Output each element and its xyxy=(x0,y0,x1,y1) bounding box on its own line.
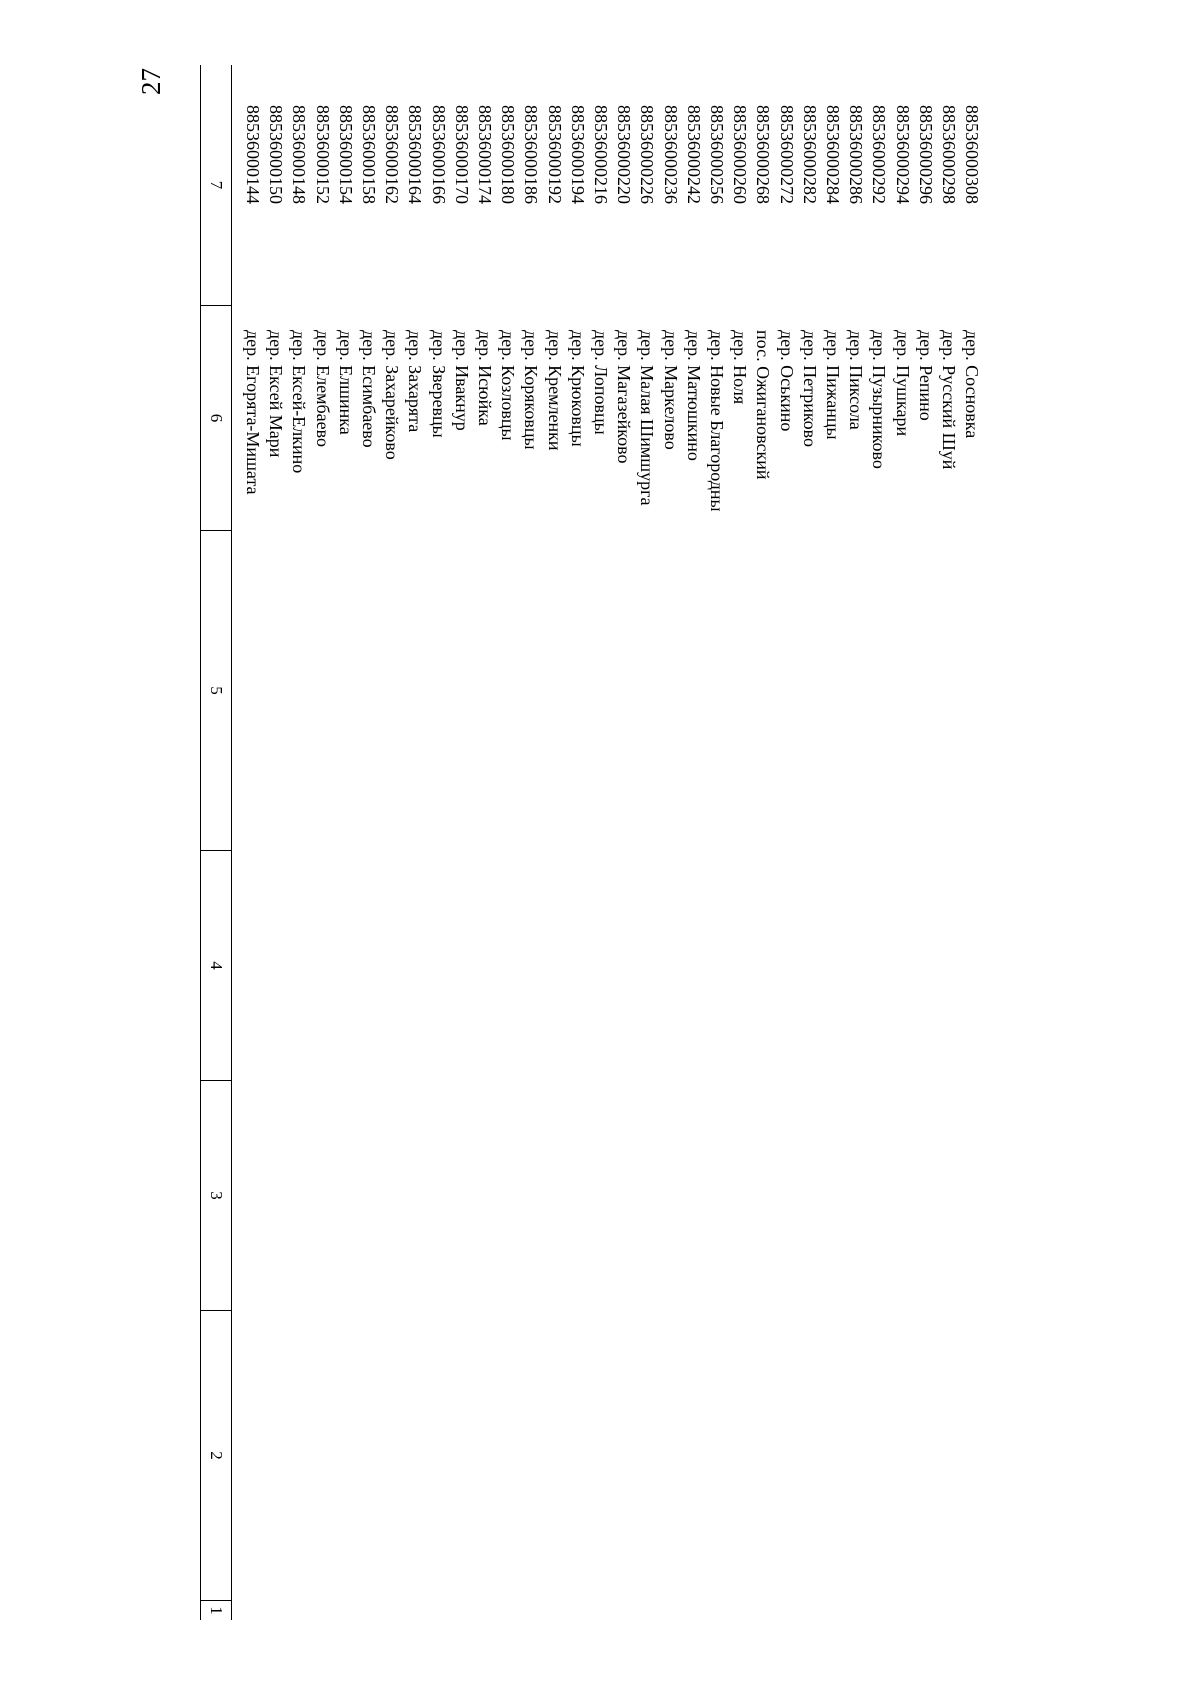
table-row xyxy=(380,65,404,1620)
territory-code: 88536000186 xyxy=(521,105,542,204)
settlement-name: дер. Ноля xyxy=(730,330,751,405)
table-row xyxy=(403,65,427,1620)
table-row xyxy=(473,65,497,1620)
settlement-name: дер. Захарейково xyxy=(382,330,403,460)
column-header-5: 5 xyxy=(201,530,231,850)
table-row xyxy=(798,65,822,1620)
territory-code: 88536000216 xyxy=(591,105,611,204)
settlement-name: дер. Пузырниково xyxy=(869,330,890,469)
table-row xyxy=(264,65,288,1620)
table-row xyxy=(334,65,358,1620)
table-row xyxy=(311,65,335,1620)
territory-code: 88536000272 xyxy=(776,105,797,204)
settlement-name: дер. Коряковцы xyxy=(521,330,542,450)
territory-code: 88536000226 xyxy=(637,105,658,204)
settlement-name: дер. Захарята xyxy=(405,330,426,433)
settlement-name: дер. Крюковцы xyxy=(567,330,588,447)
page-number: 27 xyxy=(136,68,166,95)
table-row xyxy=(682,65,706,1620)
territory-code: 88536000174 xyxy=(475,105,495,204)
settlement-name: дер. Новые Благородны xyxy=(707,330,727,512)
territory-code: 88536000170 xyxy=(451,105,472,204)
table-row xyxy=(659,65,683,1620)
territory-code: 88536000152 xyxy=(312,105,333,204)
territory-code: 88536000220 xyxy=(614,105,635,204)
territory-code: 88536000308 xyxy=(962,105,983,204)
column-header-7: 7 xyxy=(207,180,226,190)
territory-code: 88536000256 xyxy=(707,105,727,204)
settlement-name: дер. Магазейково xyxy=(614,330,635,464)
table-row xyxy=(891,65,915,1620)
territory-code: 88536000192 xyxy=(544,105,565,204)
table-row xyxy=(635,65,659,1620)
settlement-name: дер. Ивакнур xyxy=(451,330,472,431)
settlement-name: дер. Есимбаево xyxy=(359,330,379,448)
territory-code: 88536000194 xyxy=(567,105,588,204)
territory-code: 88536000236 xyxy=(660,105,681,204)
settlement-name: дер. Кремленки xyxy=(544,330,565,451)
table-row xyxy=(450,65,474,1620)
territory-code: 88536000286 xyxy=(846,105,867,204)
table-row xyxy=(728,65,752,1620)
table-row xyxy=(960,65,984,1620)
table-row xyxy=(589,65,613,1620)
table-row xyxy=(937,65,961,1620)
settlement-name: дер. Маркелово xyxy=(660,330,681,450)
table-row xyxy=(357,65,381,1620)
settlement-name: дер. Козловцы xyxy=(498,330,519,441)
table-row xyxy=(775,65,799,1620)
territory-code: 88536000284 xyxy=(823,105,843,204)
territory-code: 88536000144 xyxy=(243,105,263,204)
column-header-row xyxy=(200,65,232,1620)
settlement-name: дер. Исюйка xyxy=(475,330,495,426)
territory-code: 88536000154 xyxy=(335,105,356,204)
settlement-name: дер. Лоповцы xyxy=(591,330,611,435)
settlement-name: дер. Ексей Мари xyxy=(266,330,287,458)
settlement-name: дер. Матюшкино xyxy=(683,330,704,461)
table-row xyxy=(612,65,636,1620)
table-row xyxy=(287,65,311,1620)
settlement-name: дер. Зверевцы xyxy=(428,330,449,438)
settlement-name: дер. Елембаево xyxy=(312,330,333,448)
column-header-2: 2 xyxy=(201,1310,231,1600)
table-row xyxy=(496,65,520,1620)
settlement-name: дер. Сосновка xyxy=(962,330,983,439)
settlement-name: дер. Пиксола xyxy=(846,330,867,430)
territory-code: 88536000242 xyxy=(683,105,704,204)
territory-code: 88536000162 xyxy=(382,105,403,204)
settlement-name: дер. Русский Шуй xyxy=(939,330,959,470)
table-row xyxy=(519,65,543,1620)
rotated-table xyxy=(200,65,1000,1620)
settlement-name: дер. Пижанцы xyxy=(823,330,843,440)
territory-code: 88536000148 xyxy=(289,105,310,204)
table-row xyxy=(914,65,938,1620)
table-row xyxy=(241,65,265,1620)
column-header-4: 4 xyxy=(201,850,231,1080)
table-row xyxy=(867,65,891,1620)
territory-code: 88536000166 xyxy=(428,105,449,204)
table-row xyxy=(705,65,729,1620)
territory-code: 88536000158 xyxy=(359,105,379,204)
territory-code: 88536000282 xyxy=(799,105,820,204)
settlement-name: дер. Пушкари xyxy=(892,330,913,437)
settlement-name: дер. Малая Шимшурга xyxy=(637,330,658,506)
territory-code: 88536000298 xyxy=(939,105,959,204)
column-header-1: 1 xyxy=(201,1600,231,1620)
territory-code: 88536000268 xyxy=(753,105,774,204)
table-row xyxy=(821,65,845,1620)
settlement-name: дер. Елшинка xyxy=(335,330,356,435)
settlement-name: пос. Ожигановский xyxy=(753,330,774,480)
table-row xyxy=(751,65,775,1620)
settlement-name: дер. Петриково xyxy=(799,330,820,448)
territory-code: 88536000260 xyxy=(730,105,751,204)
settlement-name: дер. Оськино xyxy=(776,330,797,432)
settlement-name: дер. Ексей-Елкино xyxy=(289,330,310,474)
territory-code: 88536000296 xyxy=(915,105,936,204)
territory-code: 88536000294 xyxy=(892,105,913,204)
table-row xyxy=(844,65,868,1620)
territory-code: 88536000164 xyxy=(405,105,426,204)
territory-code: 88536000292 xyxy=(869,105,890,204)
table-row xyxy=(427,65,451,1620)
table-row xyxy=(566,65,590,1620)
column-header-6: 6 xyxy=(201,305,231,530)
table-row xyxy=(543,65,567,1620)
territory-code: 88536000180 xyxy=(498,105,519,204)
settlement-name: дер. Репино xyxy=(915,330,936,421)
column-header-3: 3 xyxy=(201,1080,231,1310)
territory-code: 88536000150 xyxy=(266,105,287,204)
settlement-name: дер. Егорята-Мишата xyxy=(243,330,263,495)
